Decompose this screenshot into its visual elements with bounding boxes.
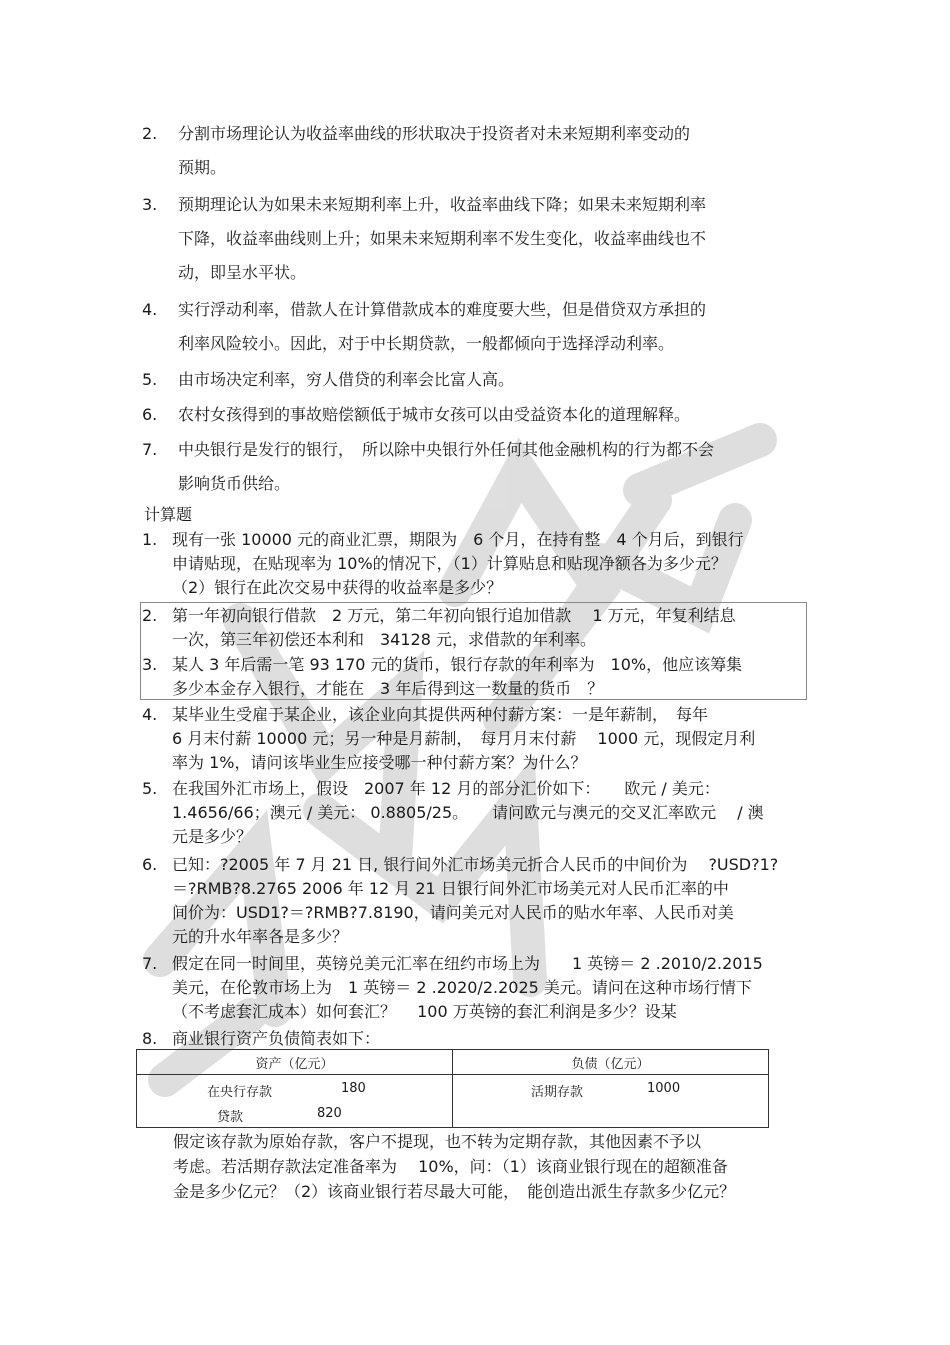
item-text: 下降，收益率曲线则上升；如果未来短期利率不发生变化，收益率曲线也不 — [178, 229, 707, 248]
item-text: 第一年初向银行借款 2 万元，第二年初向银行追加借款 1 万元，年复利结息 — [172, 606, 736, 625]
item-text: 分割市场理论认为收益率曲线的形状取决于投资者对未来短期利率变动的 — [178, 124, 691, 143]
item-text: 多少本金存入银行，才能在 3 年后得到这一数量的货币 ？ — [172, 679, 604, 698]
asset-label: 在央行存款 — [207, 1085, 273, 1100]
item-number: 2. — [142, 124, 158, 143]
item-text: 间价为：USD1?＝?RMB?7.8190，请问美元对人民币的贴水年率、人民币对美 — [172, 903, 734, 922]
balance-sheet-table — [136, 1049, 769, 1128]
item-number: 4. — [142, 300, 158, 319]
item-text: 影响货币供给。 — [178, 474, 291, 493]
paragraph-line: 考虑。若活期存款法定准备率为 10%，问：（1）该商业银行现在的超额准备 — [173, 1157, 728, 1176]
item-text: 预期。 — [178, 158, 227, 177]
item-number: 8. — [142, 1029, 158, 1048]
item-number: 7. — [142, 954, 158, 973]
list-item — [142, 952, 822, 1024]
item-number: 3. — [142, 195, 158, 214]
paragraph-line: 假定该存款为原始存款，客户不提现，也不转为定期存款，其他因素不予以 — [173, 1132, 702, 1151]
asset-value: 180 — [341, 1081, 366, 1096]
item-number: 5. — [142, 370, 158, 389]
list-item — [142, 653, 822, 701]
paragraph-line: 金是多少亿元？（2）该商业银行若尽最大可能， 能创造出派生存款多少亿元？ — [173, 1182, 736, 1201]
item-text: 某毕业生受雇于某企业，该企业向其提供两种付薪方案：一是年薪制， 每年 — [172, 705, 709, 724]
item-text: 实行浮动利率，借款人在计算借款成本的难度要大些，但是借贷双方承担的 — [178, 300, 707, 319]
item-text: 元的升水年率各是多少？ — [172, 927, 349, 946]
asset-value: 820 — [317, 1106, 342, 1121]
item-text: 农村女孩得到的事故赔偿额低于城市女孩可以由受益资本化的道理解释。 — [178, 405, 691, 424]
item-text: 由市场决定利率，穷人借贷的利率会比富人高。 — [178, 370, 515, 389]
list-item — [142, 398, 822, 432]
item-text: 中央银行是发行的银行， 所以除中央银行外任何其他金融机构的行为都不会 — [178, 440, 715, 459]
item-number: 6. — [142, 405, 158, 424]
assets-cell — [137, 1075, 453, 1128]
item-number: 2. — [142, 606, 158, 625]
list-item — [142, 604, 822, 652]
item-number: 3. — [142, 655, 158, 674]
liability-value: 1000 — [647, 1081, 681, 1096]
item-text: 6 月末付薪 10000 元；另一种是月薪制， 每月月末付薪 1000 元，现假定月利 — [172, 729, 756, 748]
item-number: 6. — [142, 855, 158, 874]
list-item — [142, 1027, 822, 1051]
item-number: 1. — [142, 530, 158, 549]
item-text: 某人 3 年后需一笔 93 170 元的货币，银行存款的年利率为 10%，他应该筹集 — [172, 655, 743, 674]
list-item — [142, 188, 822, 290]
item-text: （不考虑套汇成本）如何套汇？ 100 万英镑的套汇利润是多少？设某 — [172, 1002, 677, 1021]
list-item — [142, 293, 822, 361]
item-number: 4. — [142, 705, 158, 724]
table-header-liabilities: 负债（亿元） — [453, 1050, 769, 1075]
item-text: 1.4656/66；澳元 / 美元： 0.8805/25。 请问欧元与澳元的交叉汇率欧元 / 澳 — [172, 803, 764, 822]
list-item — [142, 117, 822, 185]
list-item — [142, 528, 822, 600]
list-item — [142, 433, 822, 501]
item-text: 已知：?2005 年 7 月 21 日, 银行间外汇市场美元折合人民币的中间价为 ?USD?1? — [172, 855, 779, 874]
item-text: ＝?RMB?8.2765 2006 年 12 月 21 日银行间外汇市场美元对人民币汇率的中 — [172, 879, 729, 898]
list-item — [142, 363, 822, 397]
item-text: （2）银行在此次交易中获得的收益率是多少？ — [172, 578, 503, 597]
section-heading: 计算题 — [144, 505, 193, 524]
item-text: 元是多少？ — [172, 827, 253, 846]
item-text: 美元，在伦敦市场上为 1 英镑＝ 2 .2020/2.2025 美元。请问在这种市场行情下 — [172, 978, 752, 997]
item-text: 动，即呈水平状。 — [178, 263, 307, 282]
item-number: 5. — [142, 779, 158, 798]
question-paragraph — [173, 1129, 735, 1204]
item-text: 在我国外汇市场上，假设 2007 年 12 月的部分汇价如下： 欧元 / 美元： — [172, 779, 720, 798]
item-text: 现有一张 10000 元的商业汇票，期限为 6 个月，在持有整 4 个月后，到银行 — [172, 530, 744, 549]
list-item — [142, 703, 822, 775]
item-text: 商业银行资产负债简表如下： — [172, 1029, 381, 1048]
item-text: 申请贴现，在贴现率为 10%的情况下，（1）计算贴息和贴现净额各为多少元？ — [172, 554, 727, 573]
liabilities-cell — [453, 1075, 769, 1128]
liability-label: 活期存款 — [531, 1085, 584, 1100]
item-text: 假定在同一时间里，英镑兑美元汇率在纽约市场上为 1 英镑＝ 2 .2010/2.2015 — [172, 954, 763, 973]
item-text: 率为 1%，请问该毕业生应接受哪一种付薪方案？为什么？ — [172, 753, 587, 772]
item-number: 7. — [142, 440, 158, 459]
asset-label: 贷款 — [217, 1110, 244, 1125]
item-text: 一次，第三年初偿还本利和 34128 元，求借款的年利率。 — [172, 630, 596, 649]
item-text: 预期理论认为如果未来短期利率上升，收益率曲线下降；如果未来短期利率 — [178, 195, 707, 214]
list-item — [142, 853, 822, 949]
table-header-assets: 资产（亿元） — [137, 1050, 453, 1075]
list-item — [142, 777, 822, 849]
item-text: 利率风险较小。因此，对于中长期贷款，一般都倾向于选择浮动利率。 — [178, 334, 675, 353]
